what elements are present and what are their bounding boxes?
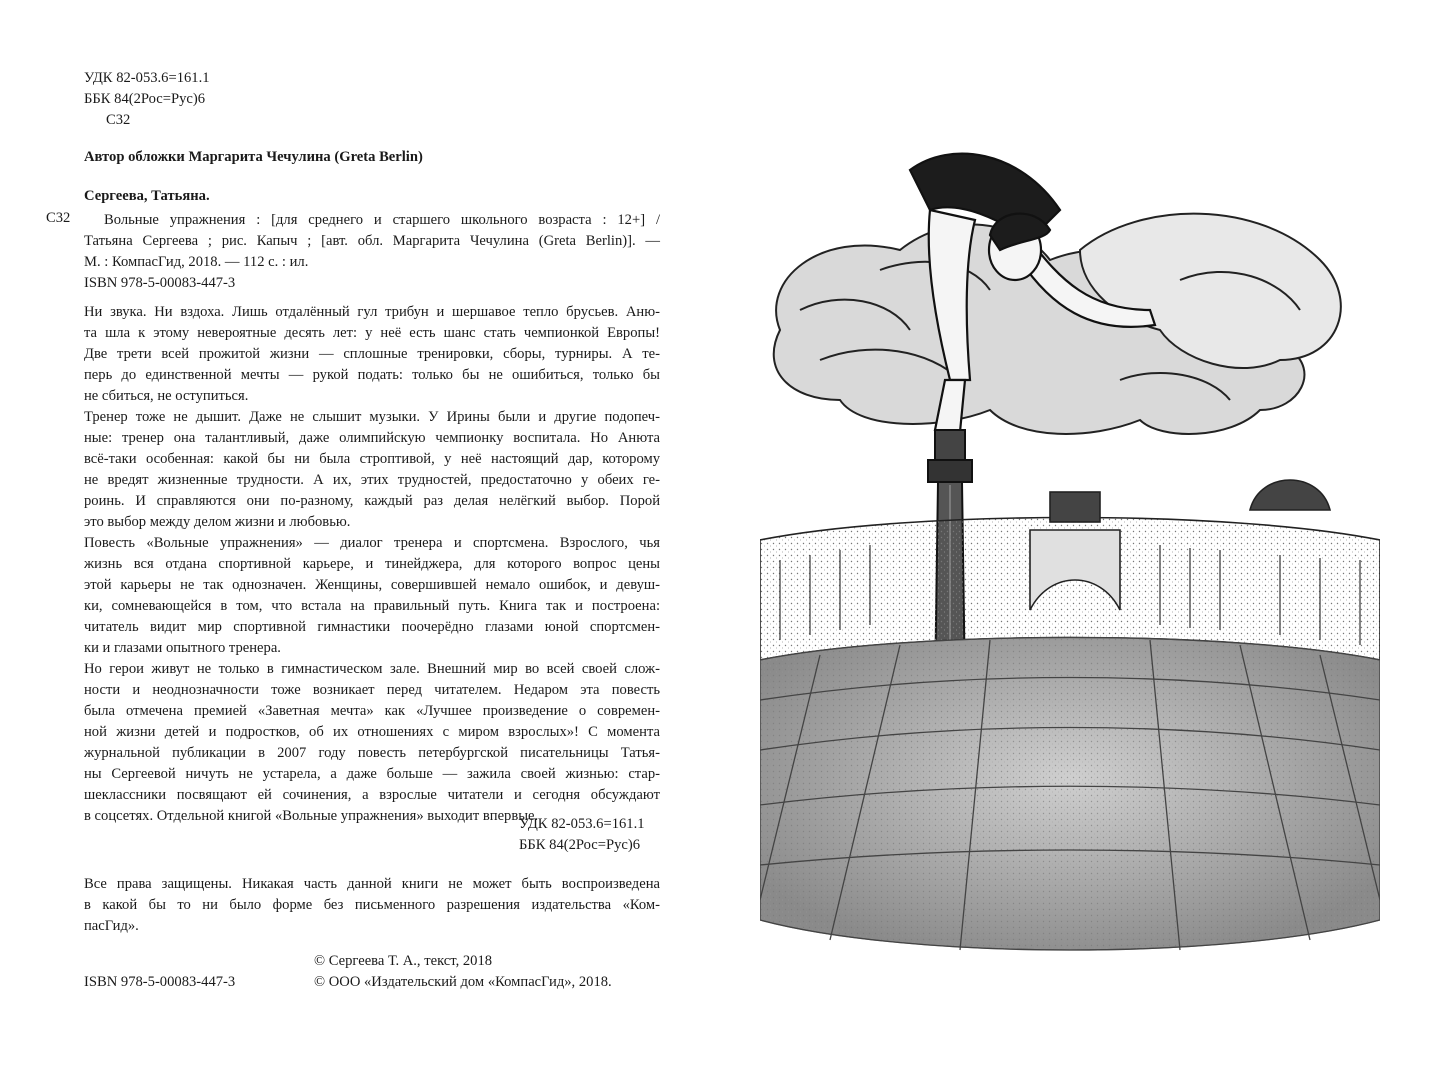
annotation-line: не вредят жизненные трудности. А их, этих трудностей, предостаточно у обеих ге- (84, 472, 660, 488)
palace-square-buildings (760, 480, 1380, 660)
bbk-code-bottom: ББК 84(2Рос=Рус)6 (519, 837, 641, 853)
annotation-line: ной жизни детей и подростков, об их отношениях с миром взрослых»! С момента (84, 724, 660, 740)
bbk-code-top: ББК 84(2Рос=Рус)6 (84, 91, 206, 107)
author-heading: Сергеева, Татьяна. (84, 188, 210, 204)
annotation-line: читатель видит мир спортивной гимнастики поочерёдно глазами юной спортсмен- (84, 619, 660, 635)
annotation-line: Ни звука. Ни вздоха. Лишь отдалённый гул трибун и шершавое тепло брусьев. Аню- (84, 304, 660, 320)
bib-line: Вольные упражнения : [для среднего и старшего школьного возраста : 12+] / (104, 212, 660, 228)
clouds (774, 214, 1341, 434)
annotation-line: ны Сергеевой ничуть не устарела, а даже больше — зажила своей жизнью: стар- (84, 766, 660, 782)
annotation-line: ные: тренер она талантливый, даже олимпийскую чемпионку воспитала. Но Анюта (84, 430, 660, 446)
udk-code-top: УДК 82-053.6=161.1 (84, 70, 210, 86)
annotation-line: этой карьеры не так однозначен. Женщины, совершившей немало ошибок, и девуш- (84, 577, 660, 593)
annotation-line: ки, сомневающейся в том, что встала на правильный путь. Книга так и построена: (84, 598, 660, 614)
rights-notice (84, 874, 660, 937)
annotation-line: Тренер тоже не дышит. Даже не слышит музыки. У Ирины были и другие подопеч- (84, 409, 660, 425)
annotation-line: перь до единственной мечты — рукой подать: только бы не ошибиться, только бы (84, 367, 660, 383)
copyright-publisher: © ООО «Издательский дом «КомпасГид», 2018. (314, 974, 612, 990)
annotation-line: была отмечена премией «Заветная мечта» как «Лучшее произведение о современ- (84, 703, 660, 719)
bib-line: Татьяна Сергеева ; рис. Капыч ; [авт. обл. Маргарита Чечулина (Greta Berlin)]. — (84, 233, 660, 249)
annotation-line: в соцсетях. Отдельной книгой «Вольные упражнения» выходит впервые. (84, 808, 539, 824)
annotation-line: Две трети всей прожитой жизни — сплошные тренировки, сборы, турниры. А те- (84, 346, 660, 362)
isbn-bottom: ISBN 978-5-00083-447-3 (84, 974, 236, 990)
annotation-line: ки и глазами опытного тренера. (84, 640, 281, 656)
bib-line: ISBN 978-5-00083-447-3 (84, 275, 236, 291)
bib-line: М. : КомпасГид, 2018. — 112 с. : ил. (84, 254, 309, 270)
bibliographic-record (84, 210, 660, 294)
imprint-page (0, 0, 720, 1080)
annotation-line: Но герои живут не только в гимнастическом зале. Внешний мир во всей своей слож- (84, 661, 660, 677)
author-mark-top: С32 (106, 112, 131, 128)
margin-author-code: С32 (46, 210, 71, 226)
annotation-line: шеклассники посвящают ей сочинения, а взрослые читатели и сегодня обсуждают (84, 787, 660, 803)
annotation-line: ности и неоднозначности тоже возникает перед читателем. Недаром эта повесть (84, 682, 660, 698)
annotation-line: не сбиться, не оступиться. (84, 388, 249, 404)
rights-line: в какой бы то ни было форме без письменного разрешения издательства «Ком- (84, 897, 660, 913)
copyright-text: © Сергеева Т. А., текст, 2018 (314, 953, 493, 969)
annotation-line: та шла к этому невероятные десять лет: у неё есть шанс стать чемпионкой Европы! (84, 325, 660, 341)
udk-code-bottom: УДК 82-053.6=161.1 (519, 816, 645, 832)
annotation-line: Повесть «Вольные упражнения» — диалог тренера и спортсмена. Взрослого, чья (84, 535, 660, 551)
annotation-line: всё-таки особенная: какой бы ни была строптивой, у неё настоящий дар, которому (84, 451, 660, 467)
annotation-line: жизнь вся отдана спортивной карьере, и тинейджера, для которого вопрос цены (84, 556, 660, 572)
annotation-line: роинь. И справляются они по-разному, каждый раз делая нелёгкий выбор. Порой (84, 493, 660, 509)
rights-line: Все права защищены. Никакая часть данной книги не может быть воспроизведена (84, 876, 660, 892)
annotation-line: это выбор между делом жизни и любовью. (84, 514, 351, 530)
annotation (84, 302, 660, 827)
ink-illustration-gymnast-on-alexander-column (760, 140, 1380, 960)
square-paving (760, 638, 1380, 951)
rights-line: пасГид». (84, 918, 139, 934)
illustration-page (720, 0, 1441, 1080)
cover-author-credit: Автор обложки Маргарита Чечулина (Greta Berlin) (84, 149, 423, 165)
annotation-line: журнальной публикации в 2007 году повесть петербургской писательницы Татья- (84, 745, 660, 761)
